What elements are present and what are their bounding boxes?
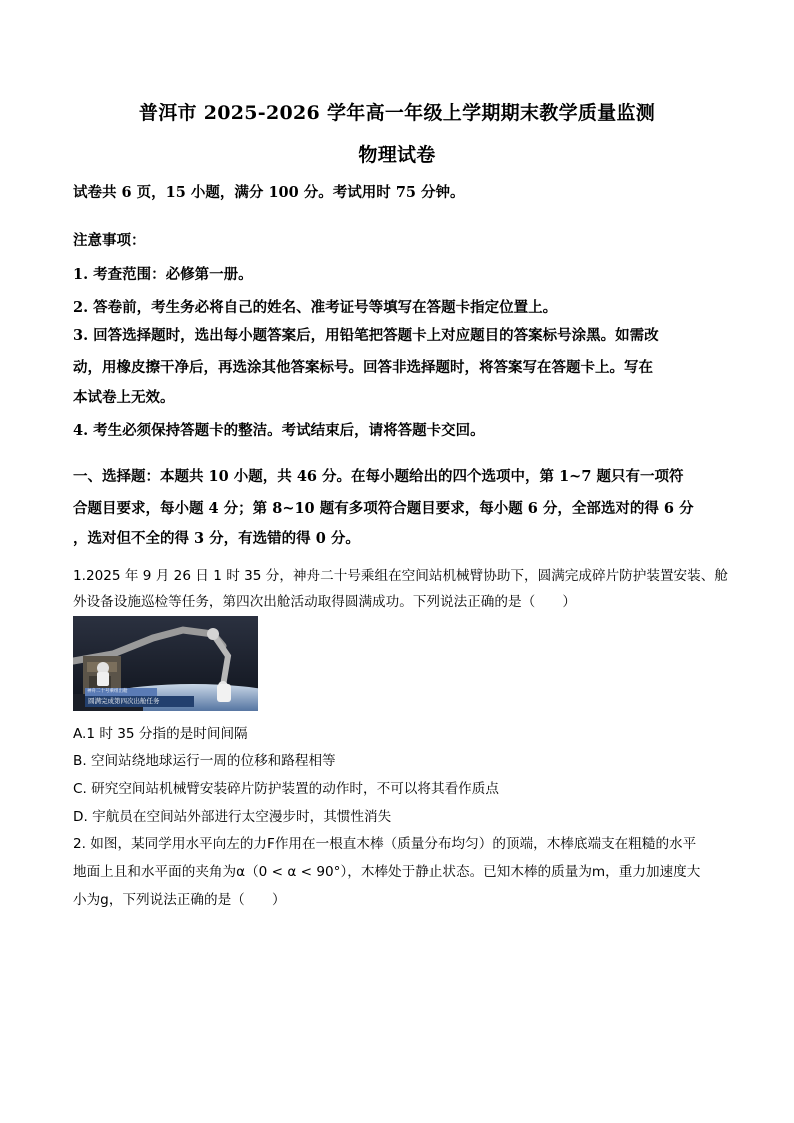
question-1-stem: 外设备设施巡检等任务，第四次出舱活动取得圆满成功。下列说法正确的是（ ） <box>73 594 576 610</box>
question-1-option-d: D. 宇航员在空间站外部进行太空漫步时，其惯性消失 <box>73 809 392 825</box>
notes-heading: 注意事项： <box>73 232 146 249</box>
question-1-option-b: B. 空间站绕地球运行一周的位移和路程相等 <box>73 753 336 769</box>
note-item: 动，用橡皮擦干净后，再选涂其他答案标号。回答非选择题时，将答案写在答题卡上。写在 <box>73 359 653 376</box>
question-2-stem: 2. 如图，某同学用水平向左的力F作用在一根直木棒（质量分布均匀）的顶端，木棒底端支在粗糙的水平 <box>73 836 697 852</box>
page-subtitle: 物理试卷 <box>358 144 436 166</box>
section-instructions: 一、选择题：本题共 10 小题，共 46 分。在每小题给出的四个选项中，第 1~7 题只有一项符 <box>73 468 684 485</box>
question-2-stem: 小为g，下列说法正确的是（ ） <box>73 892 286 908</box>
note-item: 3. 回答选择题时，选出每小题答案后，用铅笔把答题卡上对应题目的答案标号涂黑。如需改 <box>73 327 659 344</box>
note-item: 1. 考查范围：必修第一册。 <box>73 266 253 283</box>
note-item: 本试卷上无效。 <box>73 389 175 406</box>
section-instructions: 合题目要求，每小题 4 分；第 8~10 题有多项符合题目要求，每小题 6 分，全部选对的得 6 分 <box>73 500 694 517</box>
spacewalk-photo <box>73 616 258 711</box>
question-1-option-a: A.1 时 35 分指的是时间间隔 <box>73 726 248 742</box>
question-1-stem: 1.2025 年 9 月 26 日 1 时 35 分，神舟二十号乘组在空间站机械臂协助下，圆满完成碎片防护装置安装、舱 <box>73 568 728 584</box>
question-1-option-c: C. 研究空间站机械臂安装碎片防护装置的动作时，不可以将其看作质点 <box>73 781 499 797</box>
question-2-stem: 地面上且和水平面的夹角为α（0 < α < 90°），木棒处于静止状态。已知木棒的质量为m，重力加速度大 <box>73 864 701 880</box>
section-instructions: ，选对但不全的得 3 分，有选错的得 0 分。 <box>73 530 360 547</box>
photo-caption: 圆满完成第四次出舱任务 <box>85 696 194 707</box>
photo-caption-top: 神舟二十号乘组出舱 <box>85 688 157 696</box>
note-item: 2. 答卷前，考生务必将自己的姓名、准考证号等填写在答题卡指定位置上。 <box>73 299 558 316</box>
page-title: 普洱市 2025-2026 学年高一年级上学期期末教学质量监测 <box>138 102 656 124</box>
note-item: 4. 考生必须保持答题卡的整洁。考试结束后，请将答题卡交回。 <box>73 422 485 439</box>
exam-info: 试卷共 6 页，15 小题，满分 100 分。考试用时 75 分钟。 <box>73 184 465 201</box>
